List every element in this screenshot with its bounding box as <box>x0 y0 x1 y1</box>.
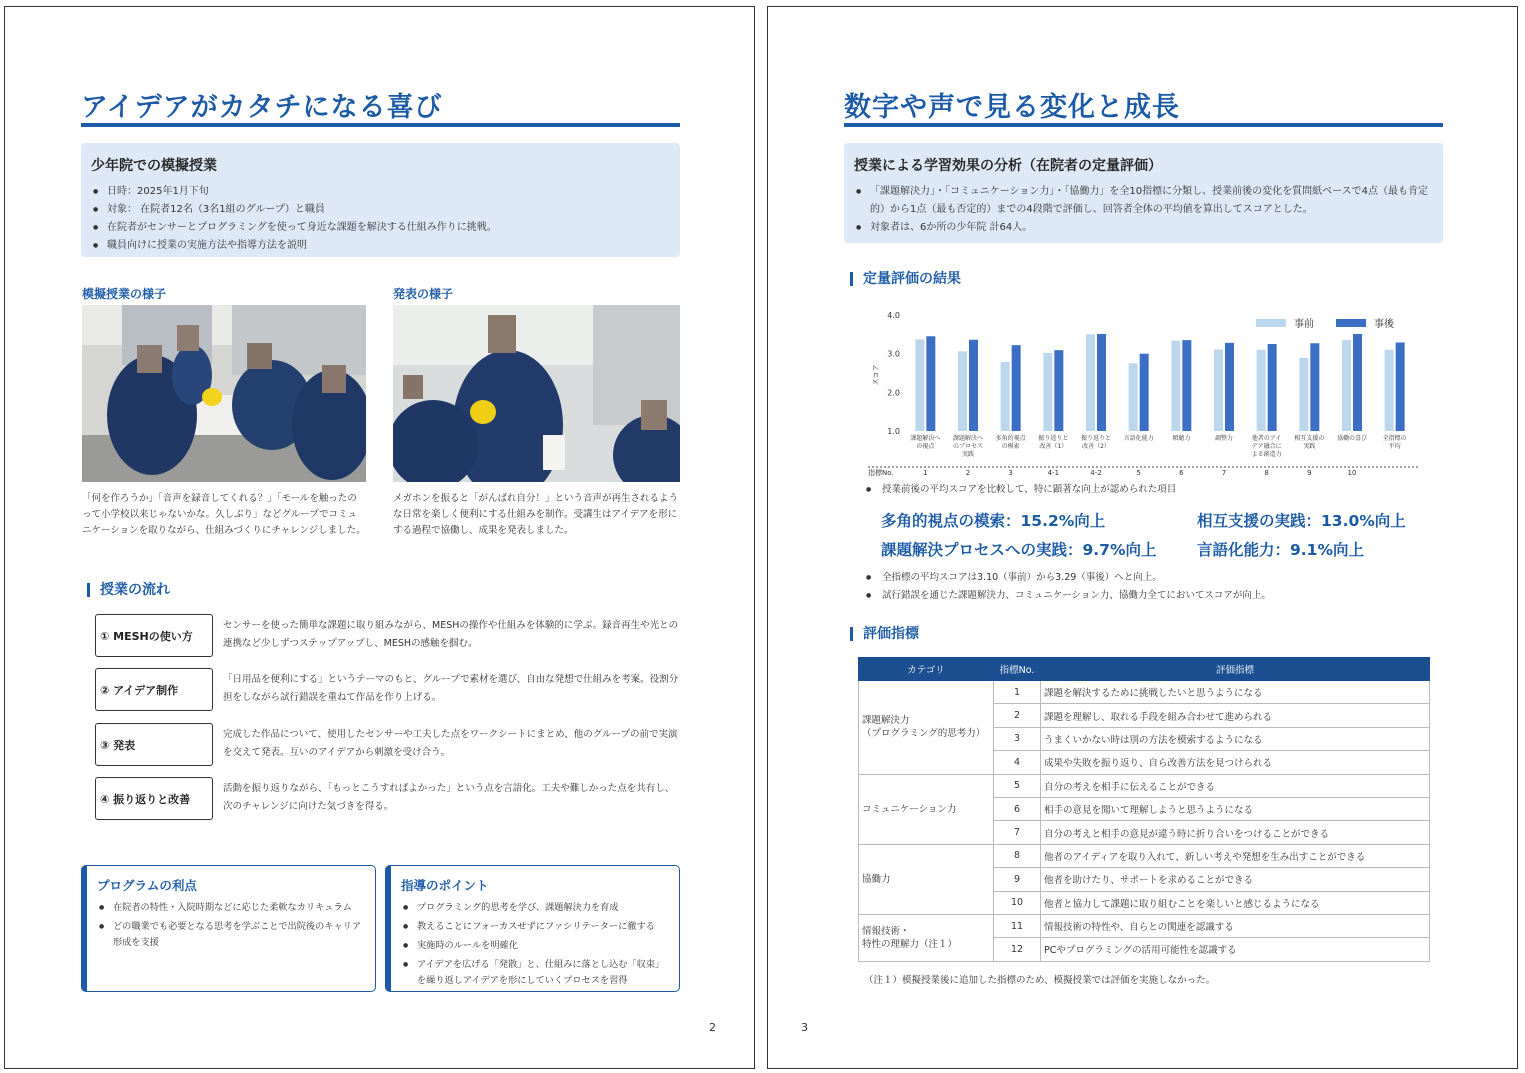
score-bar-chart <box>868 297 1428 477</box>
bar-before <box>1001 362 1010 431</box>
x-tick-label: の模索 <box>1001 443 1020 450</box>
indicator-number-label: 3 <box>1008 469 1013 477</box>
bar-before <box>1385 350 1394 431</box>
x-tick-label: 多角的視点 <box>995 435 1026 442</box>
page-3 <box>767 6 1518 1069</box>
step-4-desc: 活動を振り返りながら、「もっとこうすればよかった」という点を言語化。工夫や難しかった点を共有し、次のチャレンジに向けた気づきを得る。 <box>223 783 675 812</box>
table-row <box>859 914 1430 937</box>
point-item: ● アイデアを広げる「発散」と、仕組みに落とし込む「収束」を繰り返しアイデアを形にしていくプロセスを習得 <box>403 957 671 989</box>
legend-label: 事前 <box>1294 319 1314 330</box>
indicator-cell: 成果や失敗を振り返り、自ら改善方法を見つけられる <box>1041 751 1430 774</box>
legend-label: 事後 <box>1374 319 1394 330</box>
y-tick-label: 3.0 <box>887 349 900 359</box>
number-cell: 8 <box>994 844 1041 867</box>
class-photo-illustration <box>82 305 366 482</box>
bar-before <box>1086 334 1095 431</box>
number-cell: 6 <box>994 797 1041 820</box>
highlight-intro: ● 授業前後の平均スコアを比較して、特に顕著な向上が認められた項目 <box>866 481 1176 499</box>
category-cell: 情報技術・ 特性の理解力（注１） <box>859 914 994 961</box>
highlight-note: ● 全指標の平均スコアは3.10（事前）から3.29（事後）へと向上。 <box>866 569 1271 587</box>
bar-after <box>1225 343 1234 431</box>
analysis-item: ● 対象者は、6か所の少年院 計64人。 <box>856 219 1433 237</box>
indicator-cell: 他者のアイディアを取り入れて、新しい考えや発想を生み出すことができる <box>1041 844 1430 867</box>
number-cell: 2 <box>994 704 1041 727</box>
stat-multi-view: 多角的視点の模索：15.2%向上 <box>881 512 1106 530</box>
analysis-item: ● 「課題解決力」・「コミュニケーション力」・「協働力」を全10指標に分類し、授業前後の変化を質問紙ベースで4点（最も肯定的）から1点（最も否定的）までの4段階で評価し、回答者全体の平均値を算出してスコアとした。 <box>856 183 1433 219</box>
stat-problem-process: 課題解決プロセスへの実践：9.7%向上 <box>881 541 1157 559</box>
table-row <box>859 774 1430 797</box>
bar-after <box>1310 343 1319 431</box>
x-tick-label: 全指標の <box>1382 435 1407 442</box>
stat-mutual-support: 相互支援の実践：13.0%向上 <box>1197 512 1406 530</box>
analysis-box <box>844 143 1443 243</box>
indicator-number-label: 4-2 <box>1090 469 1102 477</box>
y-tick-label: 2.0 <box>887 388 900 398</box>
table-footnote: （注１）模擬授業後に追加した指標のため、模擬授業では評価を実施しなかった。 <box>864 975 1216 986</box>
step-4-box: ④ 振り返りと改善 <box>95 777 213 820</box>
title-divider <box>844 123 1443 127</box>
number-cell: 11 <box>994 914 1041 937</box>
x-tick-label: 実践 <box>1303 443 1316 450</box>
indicator-cell: 自分の考えを相手に伝えることができる <box>1041 774 1430 797</box>
title-divider <box>81 123 680 127</box>
x-tick-label: 協働の喜び <box>1336 435 1368 442</box>
step-3-desc: 完成した作品について、使用したセンサーや工夫した点をワークシートにまとめ、他のグループの前で実演を交えて発表。互いのアイデアから刺激を受け合う。 <box>223 729 678 758</box>
bar-before <box>958 351 967 431</box>
step-3-box: ③ 発表 <box>95 723 213 766</box>
category-cell: コミュニケーション力 <box>859 774 994 844</box>
overview-heading: 少年院での模擬授業 <box>91 158 217 174</box>
photo1-caption: 「何を作ろうか」「音声を録音してくれる？」「モールを触ったのって小学校以来じゃないかな。久しぶり」などグループでコミュニケーションを取りながら、仕組みづくりにチャレンジしました。 <box>82 493 366 536</box>
x-tick-label: 改善（2） <box>1082 443 1110 450</box>
x-tick-label: 振り返りと <box>1038 435 1069 442</box>
bar-before <box>1257 350 1266 431</box>
category-cell: 課題解決力 （プログラミング的思考力） <box>859 681 994 775</box>
stat-verbalization: 言語化能力：9.1%向上 <box>1197 541 1364 559</box>
overview-item: ● 対象： 在院者12名（3名1組のグループ）と職員 <box>93 201 680 219</box>
presentation-photo <box>393 305 680 482</box>
points-card <box>385 865 680 992</box>
indicator-number-label: 2 <box>965 469 971 477</box>
photo2-caption: メガホンを振ると「がんばれ自分！」という音声が再生されるような日常を楽しく便利にする仕組みを制作。受講生はアイデアを形にする過程で協働し、成果を発表しました。 <box>393 493 679 536</box>
number-cell: 12 <box>994 938 1041 961</box>
highlight-intro-list <box>866 481 1176 499</box>
x-tick-label: 振り返りと <box>1080 435 1112 442</box>
indicator-number-label: 7 <box>1221 469 1227 477</box>
col-indicator: 評価指標 <box>1041 658 1430 681</box>
bar-after <box>969 340 978 431</box>
highlight-notes <box>866 569 1271 605</box>
col-category: カテゴリ <box>859 658 994 681</box>
benefits-card <box>81 865 376 992</box>
bar-after <box>1140 354 1149 431</box>
number-cell: 5 <box>994 774 1041 797</box>
x-tick-label: よる創造力 <box>1251 451 1282 458</box>
indicator-number-label: 6 <box>1179 469 1184 477</box>
x-tick-label: の視点 <box>916 443 935 450</box>
step-1-box: ① MESHの使い方 <box>95 614 213 657</box>
bar-after <box>1353 334 1362 431</box>
bar-after <box>926 336 935 431</box>
indicator-cell: 課題を解決するために挑戦したいと思うようになる <box>1041 681 1430 704</box>
photo1-heading: 模擬授業の様子 <box>82 287 167 301</box>
page-title: 数字や声で見る変化と成長 <box>844 92 1180 123</box>
benefits-heading: プログラムの利点 <box>97 878 197 893</box>
bar-before <box>1342 340 1351 431</box>
bar-after <box>1054 350 1063 431</box>
x-tick-label: 言語化能力 <box>1123 435 1154 442</box>
number-cell: 7 <box>994 821 1041 844</box>
number-cell: 9 <box>994 868 1041 891</box>
number-cell: 10 <box>994 891 1041 914</box>
presentation-photo-illustration <box>393 305 680 482</box>
legend-swatch <box>1256 319 1286 327</box>
number-cell: 3 <box>994 727 1041 750</box>
bar-after <box>1012 345 1021 431</box>
highlight-note: ● 試行錯誤を通じた課題解決力、コミュニケーション力、協働力全てにおいてスコアが向上。 <box>866 587 1271 605</box>
x-tick-label: 平均 <box>1388 443 1401 450</box>
x-tick-label: 改善（1） <box>1039 443 1068 450</box>
point-item: ● 教えることにフォーカスせずにファシリテーターに徹する <box>403 919 671 935</box>
photo2-heading: 発表の様子 <box>393 287 454 301</box>
x-tick-label: 課題解決へ <box>910 435 941 442</box>
page-number: 2 <box>709 1021 716 1034</box>
flow-heading: 授業の流れ <box>87 583 170 597</box>
category-cell: 協働力 <box>859 844 994 914</box>
y-tick-label: 4.0 <box>887 311 900 320</box>
x-tick-label: 他者のアイ <box>1251 435 1282 442</box>
bar-after <box>1396 342 1405 431</box>
bar-before <box>1129 363 1138 431</box>
x-tick-label: のプロセス <box>952 443 984 450</box>
indicator-row-label: 指標No. <box>868 469 894 477</box>
bar-before <box>1214 349 1223 431</box>
indicator-cell: 相手の意見を聞いて理解しようと思うようになる <box>1041 797 1430 820</box>
x-tick-label: 傾聴力 <box>1172 435 1191 442</box>
indicator-cell: 他者を助けたり、サポートを求めることができる <box>1041 868 1430 891</box>
indicator-cell: 自分の考えと相手の意見が違う時に折り合いをつけることができる <box>1041 821 1430 844</box>
step-1-desc: センサーを使った簡単な課題に取り組みながら、MESHの操作や仕組みを体験的に学ぶ。録音再生や光との連携など少しずつステップアップし、MESHの感触を掴む。 <box>223 620 679 649</box>
indicator-cell: 情報技術の特性や、自らとの関連を認識する <box>1041 914 1430 937</box>
y-axis-label: スコア <box>872 364 880 386</box>
y-tick-label: 1.0 <box>887 427 900 436</box>
bar-after <box>1268 344 1277 431</box>
indicator-cell: 課題を理解し、取れる手段を組み合わせて進められる <box>1041 704 1430 727</box>
indicator-table <box>858 657 1430 962</box>
benefit-item: ● 在院者の特性・入院時期などに応じた柔軟なカリキュラム <box>99 900 367 916</box>
indicator-cell: うまくいかない時は別の方法を模索するようになる <box>1041 727 1430 750</box>
col-number: 指標No. <box>994 658 1041 681</box>
x-tick-label: 相互支援の <box>1294 435 1325 442</box>
bar-after <box>1097 334 1106 431</box>
bar-after <box>1182 340 1191 431</box>
analysis-heading: 授業による学習効果の分析（在院者の定量評価） <box>854 158 1162 174</box>
x-tick-label: 調整力 <box>1214 435 1234 442</box>
overview-box <box>81 143 680 257</box>
x-tick-label: 課題解決へ <box>952 435 984 442</box>
table-row <box>859 844 1430 867</box>
step-2-box: ② アイデア制作 <box>95 668 213 711</box>
point-item: ● 実施時のルールを明確化 <box>403 938 671 954</box>
bar-before <box>1171 341 1180 431</box>
x-tick-label: デア融合に <box>1251 443 1282 450</box>
indicator-cell: 他者と協力して課題に取り組むことを楽しいと感じるようになる <box>1041 891 1430 914</box>
page-2 <box>4 6 755 1069</box>
results-heading: 定量評価の結果 <box>850 272 961 286</box>
overview-item: ● 日時：2025年1月下旬 <box>93 183 680 201</box>
benefit-item: ● どの職業でも必要となる思考を学ぶことで出院後のキャリア形成を支援 <box>99 919 367 951</box>
indicator-number-label: 5 <box>1136 469 1141 477</box>
page-number: 3 <box>801 1021 808 1034</box>
bar-before <box>1043 353 1052 431</box>
page-title: アイデアがカタチになる喜び <box>81 92 443 123</box>
bar-before <box>915 339 924 431</box>
bar-before <box>1299 358 1308 431</box>
overview-item: ● 在院者がセンサーとプログラミングを使って身近な課題を解決する仕組み作りに挑戦。 <box>93 219 680 237</box>
indicator-number-label: 8 <box>1264 469 1269 477</box>
point-item: ● プログラミング的思考を学び、課題解決力を育成 <box>403 900 671 916</box>
number-cell: 4 <box>994 751 1041 774</box>
indicator-number-label: 9 <box>1307 469 1312 477</box>
indicator-number-label: 10 <box>1347 469 1357 477</box>
legend-swatch <box>1336 319 1366 327</box>
step-2-desc: 「日用品を便利にする」というテーマのもと、グループで素材を選び、自由な発想で仕組みを考案。役割分担をしながら試行錯誤を重ねて作品を作り上げる。 <box>223 674 679 703</box>
indicator-cell: PCやプログラミングの活用可能性を認識する <box>1041 938 1430 961</box>
indicator-number-label: 1 <box>923 469 928 477</box>
x-tick-label: 実践 <box>961 451 975 458</box>
table-row <box>859 681 1430 704</box>
class-photo <box>82 305 366 482</box>
indicator-number-label: 4-1 <box>1047 469 1060 477</box>
indicators-heading: 評価指標 <box>850 627 919 641</box>
number-cell: 1 <box>994 681 1041 704</box>
points-heading: 指導のポイント <box>401 878 489 893</box>
overview-item: ● 職員向けに授業の実施方法や指導方法を説明 <box>93 237 680 255</box>
